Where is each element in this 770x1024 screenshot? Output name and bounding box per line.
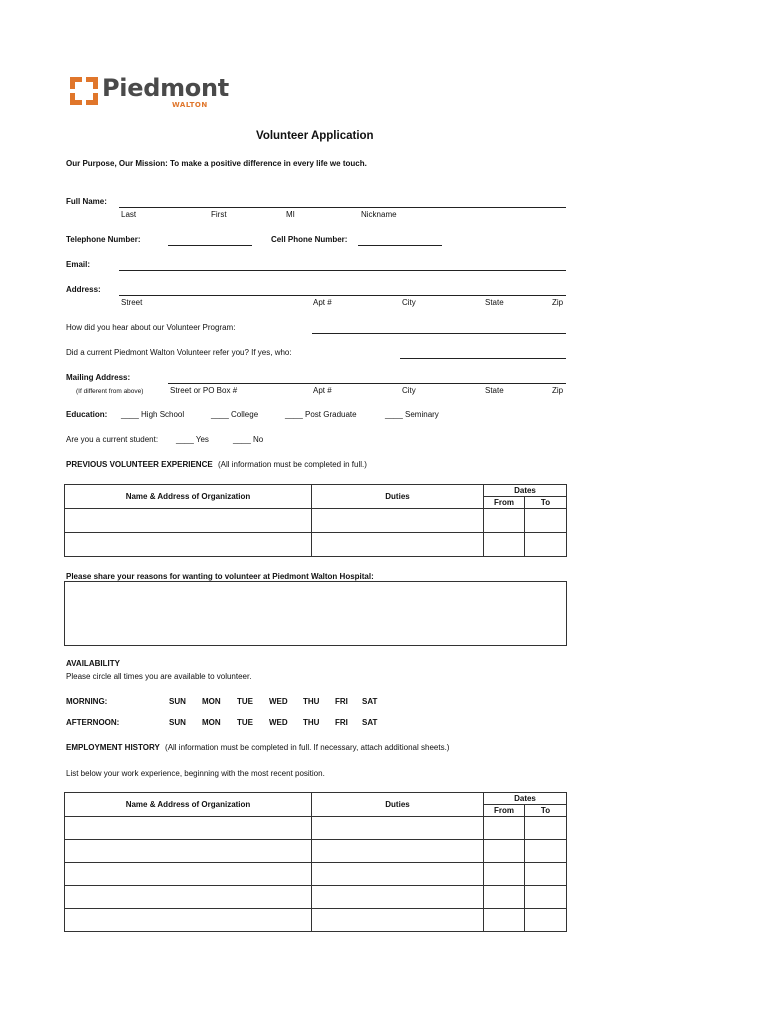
org-cell[interactable] (65, 886, 312, 909)
previous-experience-title: PREVIOUS VOLUNTEER EXPERIENCE (66, 460, 213, 469)
full-name-label: Full Name: (66, 197, 107, 206)
referral-label: Did a current Piedmont Walton Volunteer refer you? If yes, who: (66, 348, 292, 357)
address-city-label: City (402, 298, 416, 307)
duties-cell[interactable] (312, 533, 484, 557)
from-cell[interactable] (484, 509, 525, 533)
col-header-duties: Duties (312, 793, 484, 817)
student-no-option[interactable]: ____ No (233, 435, 264, 444)
table-row (65, 863, 567, 886)
telephone-label: Telephone Number: (66, 235, 141, 244)
education-label: Education: (66, 410, 108, 419)
morning-sun[interactable]: SUN (169, 697, 186, 706)
table-row (65, 817, 567, 840)
afternoon-sat[interactable]: SAT (362, 718, 378, 727)
col-header-from: From (484, 497, 525, 509)
col-header-organization: Name & Address of Organization (65, 793, 312, 817)
from-cell[interactable] (484, 533, 525, 557)
employment-title: EMPLOYMENT HISTORY (66, 743, 160, 752)
from-cell[interactable] (484, 863, 525, 886)
employment-note: (All information must be completed in full. If necessary, attach additional sheets.) (165, 743, 450, 752)
morning-sat[interactable]: SAT (362, 697, 378, 706)
morning-thu[interactable]: THU (303, 697, 320, 706)
from-cell[interactable] (484, 909, 525, 932)
mission-statement: Our Purpose, Our Mission: To make a positive difference in every life we touch. (66, 159, 367, 168)
duties-cell[interactable] (312, 863, 484, 886)
education-post-graduate-option[interactable]: ____ Post Graduate (285, 410, 357, 419)
hear-about-field[interactable] (312, 333, 566, 334)
full-name-mi-label: MI (286, 210, 295, 219)
col-header-to: To (525, 805, 567, 817)
student-label: Are you a current student: (66, 435, 159, 444)
mailing-address-field[interactable] (168, 383, 566, 384)
col-header-duties: Duties (312, 485, 484, 509)
to-cell[interactable] (525, 886, 567, 909)
col-header-to: To (525, 497, 567, 509)
morning-tue[interactable]: TUE (237, 697, 253, 706)
availability-instruction: Please circle all times you are available to volunteer. (66, 672, 252, 681)
mailing-city-label: City (402, 386, 416, 395)
reasons-textarea[interactable] (64, 581, 567, 646)
col-header-dates: Dates (484, 485, 567, 497)
from-cell[interactable] (484, 886, 525, 909)
mailing-zip-label: Zip (552, 386, 564, 395)
table-row (65, 533, 567, 557)
duties-cell[interactable] (312, 817, 484, 840)
duties-cell[interactable] (312, 909, 484, 932)
duties-cell[interactable] (312, 509, 484, 533)
org-cell[interactable] (65, 533, 312, 557)
page-title: Volunteer Application (256, 130, 374, 142)
morning-label: MORNING: (66, 697, 108, 706)
afternoon-wed[interactable]: WED (269, 718, 288, 727)
afternoon-label: AFTERNOON: (66, 718, 120, 727)
table-row (65, 886, 567, 909)
from-cell[interactable] (484, 817, 525, 840)
student-yes-option[interactable]: ____ Yes (176, 435, 209, 444)
to-cell[interactable] (525, 509, 567, 533)
address-zip-label: Zip (552, 298, 564, 307)
to-cell[interactable] (525, 817, 567, 840)
col-header-from: From (484, 805, 525, 817)
reasons-label: Please share your reasons for wanting to volunteer at Piedmont Walton Hospital: (66, 572, 374, 581)
org-cell[interactable] (65, 840, 312, 863)
to-cell[interactable] (525, 909, 567, 932)
previous-experience-table (64, 484, 567, 557)
previous-experience-heading (66, 460, 367, 469)
employment-instruction: List below your work experience, beginning with the most recent position. (66, 769, 325, 778)
previous-experience-note: (All information must be completed in full.) (217, 460, 367, 469)
address-label: Address: (66, 285, 101, 294)
hear-about-label: How did you hear about our Volunteer Program: (66, 323, 236, 332)
logo-mark-icon (68, 75, 100, 107)
from-cell[interactable] (484, 840, 525, 863)
col-header-organization: Name & Address of Organization (65, 485, 312, 509)
education-high-school-option[interactable]: ____ High School (121, 410, 185, 419)
morning-mon[interactable]: MON (202, 697, 221, 706)
to-cell[interactable] (525, 840, 567, 863)
address-state-label: State (485, 298, 504, 307)
telephone-field[interactable] (168, 245, 252, 246)
full-name-last-label: Last (121, 210, 137, 219)
mailing-apt-label: Apt # (313, 386, 332, 395)
mailing-state-label: State (485, 386, 504, 395)
full-name-first-label: First (211, 210, 227, 219)
cell-phone-label: Cell Phone Number: (271, 235, 348, 244)
duties-cell[interactable] (312, 886, 484, 909)
employment-heading (66, 743, 449, 752)
mailing-street-label: Street or PO Box # (170, 386, 238, 395)
col-header-dates: Dates (484, 793, 567, 805)
morning-fri[interactable]: FRI (335, 697, 348, 706)
referral-field[interactable] (400, 358, 566, 359)
afternoon-sun[interactable]: SUN (169, 718, 186, 727)
employment-table (64, 792, 567, 932)
afternoon-fri[interactable]: FRI (335, 718, 348, 727)
mailing-address-label: Mailing Address: (66, 373, 131, 382)
education-seminary-option[interactable]: ____ Seminary (385, 410, 439, 419)
address-street-label: Street (121, 298, 143, 307)
afternoon-tue[interactable]: TUE (237, 718, 253, 727)
table-row (65, 509, 567, 533)
email-label: Email: (66, 260, 91, 269)
email-field[interactable] (119, 270, 566, 271)
afternoon-thu[interactable]: THU (303, 718, 320, 727)
address-field[interactable] (119, 295, 566, 296)
table-row (65, 840, 567, 863)
morning-wed[interactable]: WED (269, 697, 288, 706)
org-cell[interactable] (65, 509, 312, 533)
to-cell[interactable] (525, 863, 567, 886)
education-college-option[interactable]: ____ College (211, 410, 259, 419)
org-cell[interactable] (65, 863, 312, 886)
mailing-address-note: (If different from above) (76, 388, 144, 395)
logo-name: Piedmont (102, 74, 229, 102)
full-name-nickname-label: Nickname (361, 210, 397, 219)
org-cell[interactable] (65, 909, 312, 932)
to-cell[interactable] (525, 533, 567, 557)
table-row (65, 909, 567, 932)
full-name-field[interactable] (119, 207, 566, 208)
duties-cell[interactable] (312, 840, 484, 863)
logo-sub: WALTON (172, 101, 208, 109)
availability-heading: AVAILABILITY (66, 659, 120, 668)
org-cell[interactable] (65, 817, 312, 840)
afternoon-mon[interactable]: MON (202, 718, 221, 727)
address-apt-label: Apt # (313, 298, 332, 307)
cell-phone-field[interactable] (358, 245, 442, 246)
